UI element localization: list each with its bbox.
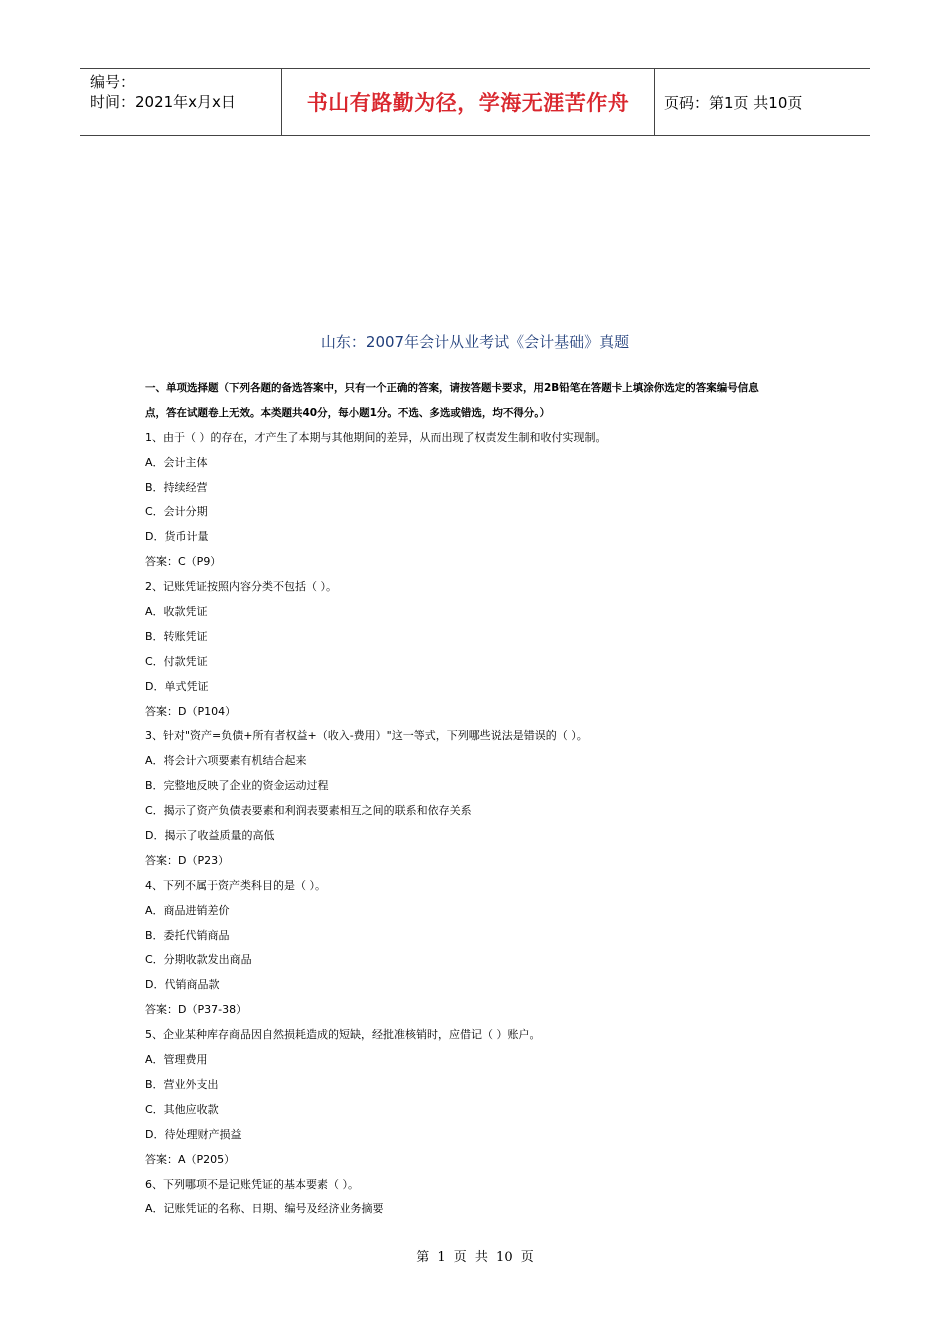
answer-option: B．持续经营 xyxy=(145,480,208,494)
time-label: 时间：2021年x月x日 xyxy=(90,93,236,111)
question-text: 3、针对"资产=负债+所有者权益+（收入-费用）"这一等式，下列哪些说法是错误的（ ）。 xyxy=(145,729,588,743)
answer-key: 答案：D（P104） xyxy=(145,704,237,718)
question-text: 2、记账凭证按照内容分类不包括（ ）。 xyxy=(145,580,337,594)
answer-option: D．待处理财产损益 xyxy=(145,1127,242,1141)
answer-option: A．商品进销差价 xyxy=(145,903,230,917)
answer-option: A．记账凭证的名称、日期、编号及经济业务摘要 xyxy=(145,1202,384,1216)
answer-option: A．会计主体 xyxy=(145,455,208,469)
answer-option: B．营业外支出 xyxy=(145,1077,219,1091)
answer-option: C．其他应收款 xyxy=(145,1102,219,1116)
answer-key: 答案：A（P205） xyxy=(145,1152,236,1166)
section-instructions-line-1: 一、单项选择题（下列各题的备选答案中，只有一个正确的答案，请按答题卡要求，用2B铅笔在答题卡上填涂你选定的答案编号信息 xyxy=(145,382,759,394)
question-text: 4、下列不属于资产类科目的是（ ）。 xyxy=(145,878,326,892)
header-motto: 书山有路勤为径，学海无涯苦作舟 xyxy=(281,69,655,135)
answer-key: 答案：D（P23） xyxy=(145,853,230,867)
answer-option: B．完整地反映了企业的资金运动过程 xyxy=(145,779,329,793)
number-label: 编号： xyxy=(90,73,136,91)
header-page-info: 页码：第1页 共10页 xyxy=(664,93,803,112)
answer-option: A．将会计六项要素有机结合起来 xyxy=(145,754,307,768)
exam-content xyxy=(145,376,825,1222)
answer-option: C．付款凭证 xyxy=(145,654,208,668)
header-meta xyxy=(80,69,281,135)
question-text: 1、由于（ ）的存在，才产生了本期与其他期间的差异，从而出现了权责发生制和收付实现制。 xyxy=(145,430,607,444)
answer-option: A．收款凭证 xyxy=(145,605,208,619)
answer-option: A．管理费用 xyxy=(145,1053,208,1067)
document-title: 山东：2007年会计从业考试《会计基础》真题 xyxy=(320,333,630,351)
answer-option: B．委托代销商品 xyxy=(145,928,230,942)
question-text: 6、下列哪项不是记账凭证的基本要素（ ）。 xyxy=(145,1177,359,1191)
answer-option: D．代销商品款 xyxy=(145,978,220,992)
page-footer: 第 1 页 共 10 页 xyxy=(416,1250,534,1265)
answer-option: C．分期收款发出商品 xyxy=(145,953,252,967)
section-instructions-line-2: 点，答在试题卷上无效。本类题共40分，每小题1分。不选、多选或错选，均不得分。） xyxy=(145,406,551,419)
question-text: 5、企业某种库存商品因自然损耗造成的短缺，经批准核销时，应借记（ ）账户。 xyxy=(145,1028,541,1042)
answer-option: C．揭示了资产负债表要素和利润表要素相互之间的联系和依存关系 xyxy=(145,804,472,818)
answer-option: C．会计分期 xyxy=(145,505,208,519)
answer-option: D．单式凭证 xyxy=(145,679,209,693)
answer-option: D．货币计量 xyxy=(145,530,209,544)
page-header xyxy=(80,68,870,136)
answer-key: 答案：C（P9） xyxy=(145,555,222,569)
answer-option: B．转账凭证 xyxy=(145,629,208,643)
answer-option: D．揭示了收益质量的高低 xyxy=(145,829,275,843)
question-list xyxy=(145,426,825,1223)
answer-key: 答案：D（P37-38） xyxy=(145,1003,248,1017)
